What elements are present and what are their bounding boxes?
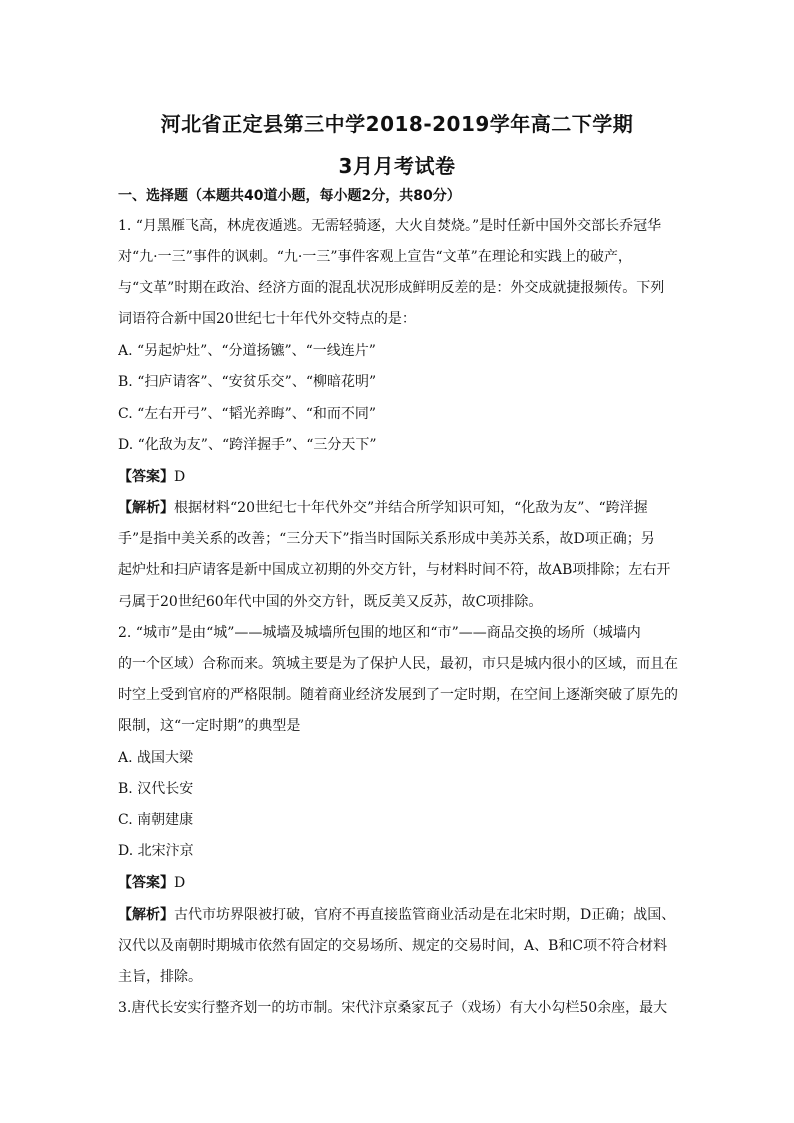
analysis-label: 【解析】 <box>118 500 174 516</box>
exam-title-line1: 河北省正定县第三中学2018-2019学年高二下学期 <box>160 112 634 136</box>
analysis-label: 【解析】 <box>118 907 174 923</box>
q2-option-b: B. 汉代长安 <box>118 781 194 797</box>
exam-title-line2: 3月月考试卷 <box>338 154 456 178</box>
q2-option-a: A. 战国大梁 <box>118 750 194 766</box>
answer-value: D <box>174 469 186 485</box>
answer-label: 【答案】 <box>118 469 174 485</box>
q1-stem-line: 对“九·一三”事件的讽刺。“九·一三”事件客观上宣告“文革”在理论和实践上的破产， <box>118 249 632 265</box>
q2-analysis-line <box>118 905 680 925</box>
q1-option-c: C. “左右开弓”、“韬光养晦”、“和而不同” <box>118 406 377 422</box>
q2-analysis-line: 汉代以及南朝时期城市依然有固定的交易场所、规定的交易时间，A、B和C项不符合材料 <box>118 938 668 954</box>
q1-stem-line: 词语符合新中国20世纪七十年代外交特点的是： <box>118 311 416 327</box>
answer-value: D <box>174 875 186 891</box>
q1-analysis-line: 手”是指中美关系的改善；“三分天下”指当时国际关系形成中美苏关系，故D项正确；另 <box>118 531 655 547</box>
q1-option-a: A. “另起炉灶”、“分道扬镳”、“一线连片” <box>118 343 376 359</box>
q2-option-d: D. 北宋汴京 <box>118 843 194 859</box>
analysis-text: 根据材料“20世纪七十年代外交”并结合所学知识可知，“化敌为友”、“跨洋握 <box>174 500 648 516</box>
q1-option-b: B. “扫庐请客”、“安贫乐交”、“柳暗花明” <box>118 374 377 390</box>
q1-analysis-line <box>118 498 680 518</box>
q2-stem-line: 时空上受到官府的严格限制。随着商业经济发展到了一定时期，在空间上逐渐突破了原先的 <box>118 687 678 703</box>
q2-option-c: C. 南朝建康 <box>118 812 194 828</box>
q2-stem-line: 限制，这“一定时期”的典型是 <box>118 718 301 734</box>
q1-stem-line: 1. “月黑雁飞高，林虎夜遁逃。无需轻骑逐，大火自焚烧。”是时任新中国外交部长乔冠华 <box>118 218 662 234</box>
q2-stem-line: 的一个区域）合称而来。筑城主要是为了保护人民，最初，市只是城内很小的区域，而且在 <box>118 656 678 672</box>
q3-stem-line: 3.唐代长安实行整齐划一的坊市制。宋代汴京桑家瓦子（戏场）有大小勾栏50余座，最大 <box>118 1000 668 1016</box>
q1-analysis-line: 起炉灶和扫庐请客是新中国成立初期的外交方针，与材料时间不符，故AB项排除；左右开 <box>118 562 671 578</box>
q1-option-d: D. “化敌为友”、“跨洋握手”、“三分天下” <box>118 437 377 453</box>
section-heading: 一、选择题（本题共40道小题，每小题2分，共80分） <box>118 188 461 204</box>
q2-answer <box>118 873 680 893</box>
analysis-text: 古代市坊界限被打破，官府不再直接监管商业活动是在北宋时期，D正确；战国、 <box>174 907 676 923</box>
q2-analysis-line: 主旨，排除。 <box>118 969 202 985</box>
q1-analysis-line: 弓属于20世纪60年代中国的外交方针，既反美又反苏，故C项排除。 <box>118 594 543 610</box>
q1-stem-line: 与“文革”时期在政治、经济方面的混乱状况形成鲜明反差的是：外交成就捷报频传。下列 <box>118 280 665 296</box>
q1-answer <box>118 467 680 487</box>
q2-stem-line: 2. “城市”是由“城”——城墙及城墙所包围的地区和“市”——商品交换的场所（城墙内 <box>118 625 641 641</box>
answer-label: 【答案】 <box>118 875 174 891</box>
